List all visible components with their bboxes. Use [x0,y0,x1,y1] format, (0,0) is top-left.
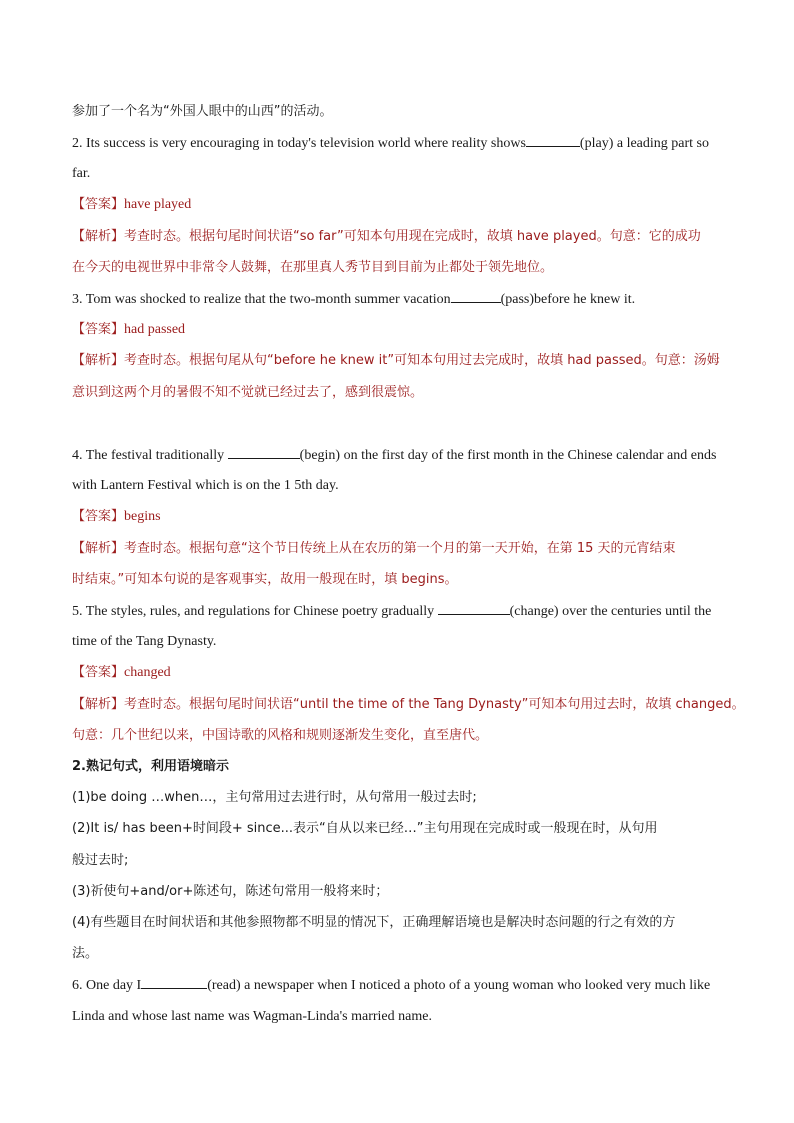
rule-4-text-end: 法。 [72,946,99,961]
q4-explanation-line-2 [72,571,724,589]
q5-answer-line [72,664,724,682]
q5-explanation-line-1 [72,696,745,714]
rule-4-line-2 [72,945,724,963]
question-4-line-1 [72,446,724,465]
q3-explanation-line-2 [72,384,724,402]
q2-answer: have played [124,197,192,212]
explanation-tag: 【解析】 [72,353,125,368]
intro-text: 参加了一个名为“外国人眼中的山西”的活动。 [72,104,333,119]
question-6-line-2 [72,1008,724,1026]
q6-answer-blank[interactable] [141,976,207,989]
question-3-line [72,290,724,309]
question-5-line-2 [72,633,724,651]
q4-explanation-1: 考查时态。根据句意“这个节日传统上从在农历的第一个月的第一天开始，在第 15 天的元宵结束 [124,541,676,556]
q5-answer-blank[interactable] [438,602,510,615]
q4-explanation-line-1 [72,540,724,558]
q3-explanation-1: 考查时态。根据句尾从句“before he knew it”可知本句用过去完成时，故填 had passed。句意：汤姆 [124,353,720,368]
q3-explanation-line-1 [72,352,724,370]
question-5-line-1 [72,602,724,621]
q5-text-post: (change) over the centuries until the [509,604,712,619]
question-4-line-2 [72,477,724,495]
explanation-tag: 【解析】 [72,229,125,244]
answer-tag: 【答案】 [72,322,125,337]
answer-tag: 【答案】 [72,509,125,524]
q5-text-pre: 5. The styles, rules, and regulations for Chinese poetry gradually [72,604,438,619]
q2-answer-blank[interactable] [526,134,580,147]
q4-text-pre: 4. The festival traditionally [72,448,228,463]
q4-explanation-2: 时结束。”可知本句说的是客观事实，故用一般现在时，填 begins。 [72,572,458,587]
q2-explanation-1: 考查时态。根据句尾时间状语“so far”可知本句用现在完成时，故填 have played。句意：它的成功 [124,229,701,244]
answer-tag: 【答案】 [72,197,125,212]
question-2-line-2 [72,165,724,183]
q3-answer-blank[interactable] [451,290,501,303]
intro-line [72,103,724,121]
answer-tag: 【答案】 [72,665,125,680]
q4-answer: begins [124,509,161,524]
q4-text-end: with Lantern Festival which is on the 1 5th day. [72,478,339,493]
rule-4-text: (4)有些题目在时间状语和其他参照物都不明显的情况下，正确理解语境也是解决时态问题的行之有效的方 [72,915,676,930]
q2-explanation-line-2 [72,259,724,277]
rule-4-line-1 [72,914,724,932]
q4-text-post: (begin) on the first day of the first month in the Chinese calendar and ends [299,448,717,463]
explanation-tag: 【解析】 [72,697,125,712]
question-2-line-1 [72,134,724,153]
q2-text-end: far. [72,166,91,181]
q2-text-pre: 2. Its success is very encouraging in today's television world where reality shows [72,136,526,151]
q6-text-end: Linda and whose last name was Wagman-Linda's married name. [72,1009,432,1024]
rule-3 [72,883,724,901]
rule-2-text-end: 般过去时; [72,853,129,868]
section-title: 2.熟记句式，利用语境暗示 [72,759,229,774]
q3-text-pre: 3. Tom was shocked to realize that the two-month summer vacation [72,292,451,307]
q3-explanation-2: 意识到这两个月的暑假不知不觉就已经过去了，感到很震惊。 [72,385,424,400]
q6-text-post: (read) a newspaper when I noticed a photo of a young woman who looked very much like [207,978,711,993]
q3-answer-line [72,321,724,339]
rule-2-line-1 [72,820,724,838]
q5-explanation-1: 考查时态。根据句尾时间状语“until the time of the Tang Dynasty”可知本句用过去时，故填 changed。 [124,697,745,712]
rule-2-text: (2)It is/ has been+时间段+ since...表示“自从以来已经…”主句用现在完成时或一般现在时，从句用 [72,821,658,836]
q5-text-end: time of the Tang Dynasty. [72,634,217,649]
q6-text-pre: 6. One day I [72,978,142,993]
q2-explanation-line-1 [72,228,724,246]
q5-answer: changed [124,665,171,680]
q5-explanation-line-2 [72,727,724,745]
rule-2-line-2 [72,852,724,870]
rule-1 [72,789,724,807]
q3-answer: had passed [124,322,186,337]
q5-explanation-2: 句意：几个世纪以来，中国诗歌的风格和规则逐渐发生变化，直至唐代。 [72,728,489,743]
rule-3-text: (3)祈使句+and/or+陈述句，陈述句常用一般将来时； [72,884,389,899]
rule-1-text: (1)be doing …when…，主句常用过去进行时，从句常用一般过去时; [72,790,477,805]
q2-explanation-2: 在今天的电视世界中非常令人鼓舞，在那里真人秀节目到目前为止都处于领先地位。 [72,260,554,275]
q4-answer-blank[interactable] [228,446,300,459]
q3-text-post: (pass)before he knew it. [500,292,636,307]
q2-answer-line [72,196,724,214]
q2-text-post: (play) a leading part so [579,136,709,151]
question-6-line-1 [72,976,724,995]
q4-answer-line [72,508,724,526]
explanation-tag: 【解析】 [72,541,125,556]
section-heading [72,758,724,776]
